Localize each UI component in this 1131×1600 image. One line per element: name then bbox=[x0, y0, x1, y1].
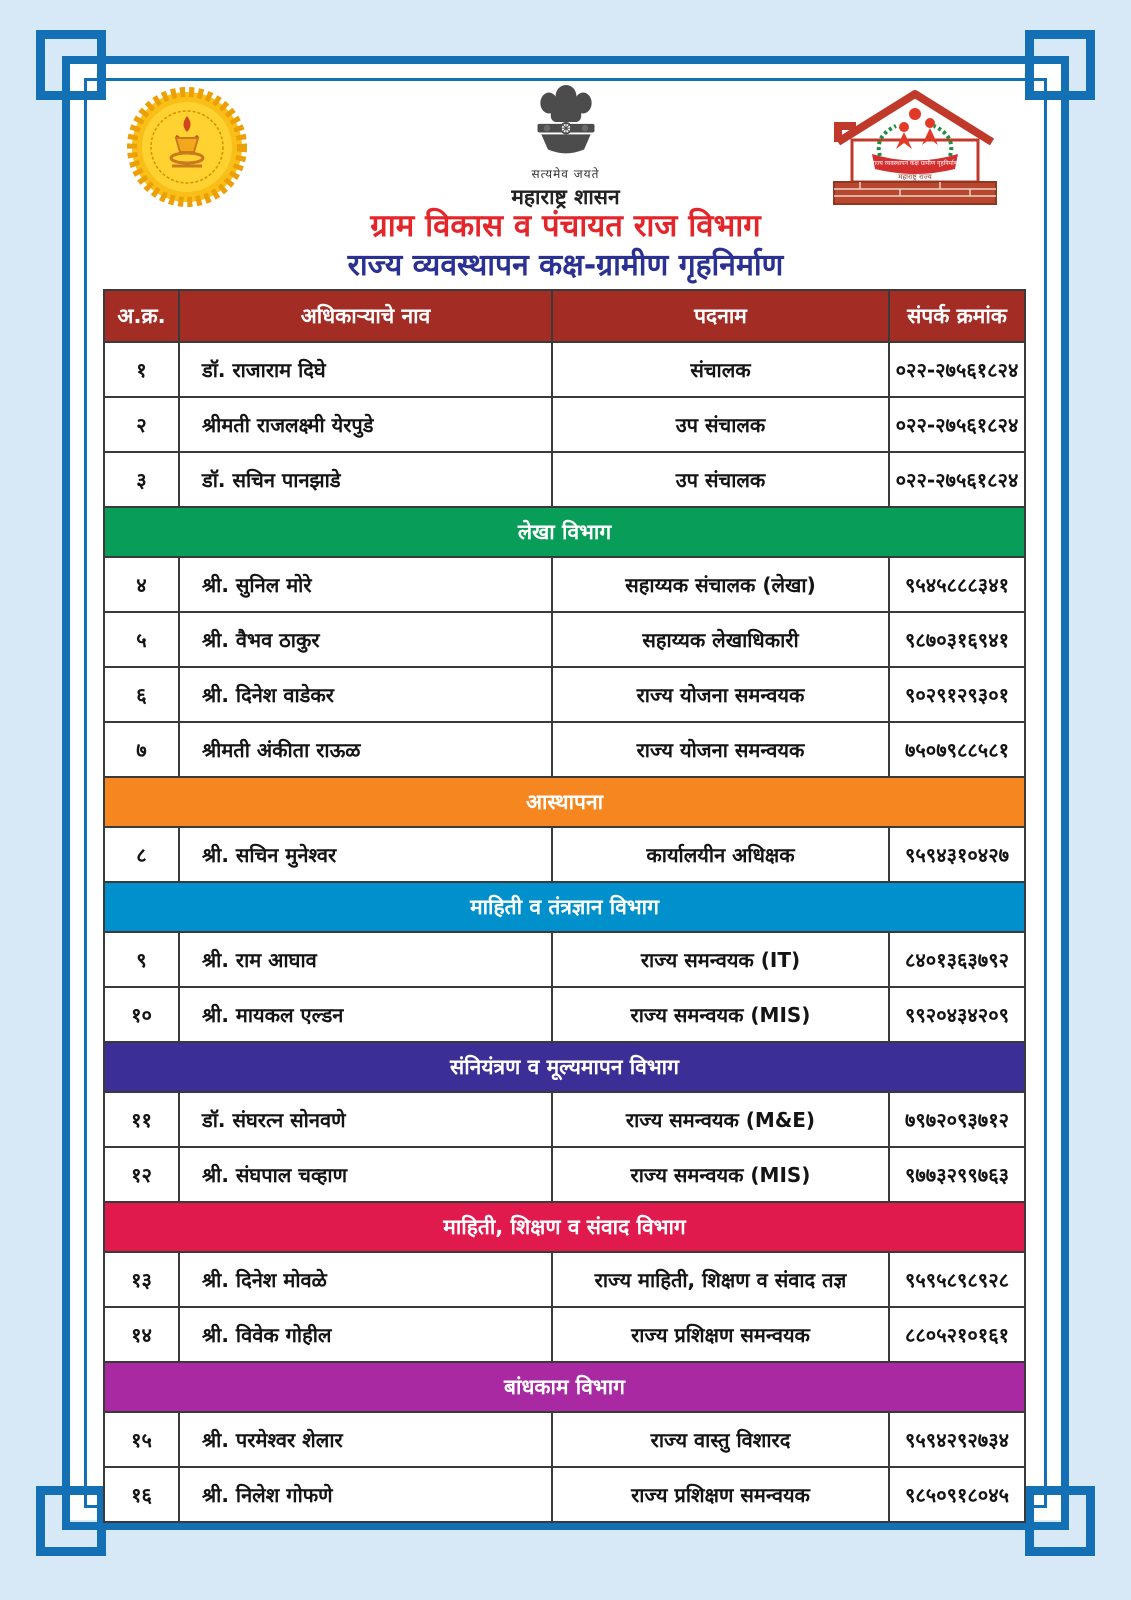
table-row bbox=[104, 397, 1025, 452]
cell-name: डॉ. राजाराम दिघे bbox=[179, 342, 552, 397]
cell-name: श्री. मायकल एल्डन bbox=[179, 987, 552, 1042]
section-row bbox=[104, 1042, 1025, 1092]
cell-designation: राज्य वास्तु विशारद bbox=[552, 1412, 889, 1467]
section-row bbox=[104, 882, 1025, 932]
cell-sr: २ bbox=[104, 397, 179, 452]
section-band-label: लेखा विभाग bbox=[104, 507, 1025, 557]
cell-name: श्री. दिनेश मोवळे bbox=[179, 1252, 552, 1307]
table-row bbox=[104, 1307, 1025, 1362]
cell-designation: उप संचालक bbox=[552, 452, 889, 507]
table-row bbox=[104, 1252, 1025, 1307]
frame-corner-ornament bbox=[1025, 1486, 1095, 1556]
section-band-label: माहिती व तंत्रज्ञान विभाग bbox=[104, 882, 1025, 932]
government-name: महाराष्ट्र शासन bbox=[511, 185, 620, 209]
cell-designation: संचालक bbox=[552, 342, 889, 397]
cell-designation: राज्य योजना समन्वयक bbox=[552, 722, 889, 777]
cell-name: श्री. निलेश गोफणे bbox=[179, 1467, 552, 1522]
cell-sr: १ bbox=[104, 342, 179, 397]
cell-phone: ९८५०९१८०४५ bbox=[889, 1467, 1025, 1522]
cell-name: श्री. विवेक गोहील bbox=[179, 1307, 552, 1362]
cell-sr: ५ bbox=[104, 612, 179, 667]
cell-name: श्री. परमेश्वर शेलार bbox=[179, 1412, 552, 1467]
cell-phone: ९५९४३१०४२७ bbox=[889, 827, 1025, 882]
cell-name: श्री. वैभव ठाकुर bbox=[179, 612, 552, 667]
cell-sr: ६ bbox=[104, 667, 179, 722]
table-row bbox=[104, 342, 1025, 397]
section-band-label: आस्थापना bbox=[104, 777, 1025, 827]
section-row bbox=[104, 507, 1025, 557]
cell-sr: ८ bbox=[104, 827, 179, 882]
cell-name: डॉ. संघरत्न सोनवणे bbox=[179, 1092, 552, 1147]
housing-ribbon-text: राज्य व्यवस्थापन कक्ष ग्रामीण गृहनिर्माण bbox=[871, 160, 959, 167]
table-row bbox=[104, 612, 1025, 667]
table-row bbox=[104, 987, 1025, 1042]
table-row bbox=[104, 452, 1025, 507]
cell-designation: राज्य माहिती, शिक्षण व संवाद तज्ञ bbox=[552, 1252, 889, 1307]
cell-sr: ४ bbox=[104, 557, 179, 612]
cell-name: श्रीमती राजलक्ष्मी येरपुडे bbox=[179, 397, 552, 452]
table-header-row bbox=[104, 290, 1025, 342]
cell-designation: राज्य समन्वयक (IT) bbox=[552, 932, 889, 987]
cell-sr: १६ bbox=[104, 1467, 179, 1522]
cell-phone: ०२२-२७५६१८२४ bbox=[889, 397, 1025, 452]
cell-designation: राज्य समन्वयक (M&E) bbox=[552, 1092, 889, 1147]
cell-phone: ८४०१३६३७९२ bbox=[889, 932, 1025, 987]
cell-phone: ८८०५२१०१६१ bbox=[889, 1307, 1025, 1362]
cell-name: श्री. दिनेश वाडेकर bbox=[179, 667, 552, 722]
frame-corner-ornament bbox=[36, 1486, 106, 1556]
cell-phone: ९७७३२९९७६३ bbox=[889, 1147, 1025, 1202]
cell-designation: उप संचालक bbox=[552, 397, 889, 452]
cell-phone: ९५४५८८८३४१ bbox=[889, 557, 1025, 612]
cell-phone: ७५०७९८८५८१ bbox=[889, 722, 1025, 777]
table-row bbox=[104, 1467, 1025, 1522]
cell-sr: ७ bbox=[104, 722, 179, 777]
cell-sr: ३ bbox=[104, 452, 179, 507]
cell-phone: ९९२०४३४२०९ bbox=[889, 987, 1025, 1042]
cell-name: श्री. सुनिल मोरे bbox=[179, 557, 552, 612]
emblem-motto: सत्यमेव जयते bbox=[531, 167, 600, 181]
cell-sr: १० bbox=[104, 987, 179, 1042]
cell-phone: ९५९४२९२७३४ bbox=[889, 1412, 1025, 1467]
section-band-label: बांधकाम विभाग bbox=[104, 1362, 1025, 1412]
cell-designation: राज्य समन्वयक (MIS) bbox=[552, 1147, 889, 1202]
cell-name: डॉ. सचिन पानझाडे bbox=[179, 452, 552, 507]
cell-name: श्री. राम आघाव bbox=[179, 932, 552, 987]
section-band-label: संनियंत्रण व मूल्यमापन विभाग bbox=[104, 1042, 1025, 1092]
section-band-label: माहिती, शिक्षण व संवाद विभाग bbox=[104, 1202, 1025, 1252]
cell-sr: १४ bbox=[104, 1307, 179, 1362]
table-row bbox=[104, 827, 1025, 882]
table-row bbox=[104, 1412, 1025, 1467]
table-row bbox=[104, 722, 1025, 777]
housing-caption-text: महाराष्ट्र राज्य bbox=[898, 173, 932, 181]
table-row bbox=[104, 667, 1025, 722]
cell-designation: कार्यालयीन अधिक्षक bbox=[552, 827, 889, 882]
cell-phone: ७९७२०९३७१२ bbox=[889, 1092, 1025, 1147]
cell-sr: १५ bbox=[104, 1412, 179, 1467]
cell-name: श्रीमती अंकीता राऊळ bbox=[179, 722, 552, 777]
cell-sr: १२ bbox=[104, 1147, 179, 1202]
cell-phone: ०२२-२७५६१८२४ bbox=[889, 452, 1025, 507]
cell-phone: ९०२९१२९३०१ bbox=[889, 667, 1025, 722]
table-row bbox=[104, 932, 1025, 987]
department-title: ग्राम विकास व पंचायत राज विभाग bbox=[370, 208, 761, 244]
rural-housing-logo-icon bbox=[820, 84, 1010, 209]
cell-phone: ९८७०३१६९४१ bbox=[889, 612, 1025, 667]
cell-phone: ०२२-२७५६१८२४ bbox=[889, 342, 1025, 397]
section-row bbox=[104, 1202, 1025, 1252]
cell-designation: राज्य प्रशिक्षण समन्वयक bbox=[552, 1467, 889, 1522]
cell-sr: ११ bbox=[104, 1092, 179, 1147]
ashoka-emblem-icon bbox=[526, 84, 606, 160]
column-header-3: संपर्क क्रमांक bbox=[889, 290, 1025, 342]
table-row bbox=[104, 557, 1025, 612]
column-header-2: पदनाम bbox=[552, 290, 889, 342]
section-row bbox=[104, 1362, 1025, 1412]
cell-name: श्री. संघपाल चव्हाण bbox=[179, 1147, 552, 1202]
cell-sr: ९ bbox=[104, 932, 179, 987]
cell-phone: ९५९५८९८९२८ bbox=[889, 1252, 1025, 1307]
cell-sr: १३ bbox=[104, 1252, 179, 1307]
cell-designation: सहाय्यक संचालक (लेखा) bbox=[552, 557, 889, 612]
cell-designation: सहाय्यक लेखाधिकारी bbox=[552, 612, 889, 667]
column-header-0: अ.क्र. bbox=[104, 290, 179, 342]
table-row bbox=[104, 1147, 1025, 1202]
cell-designation: राज्य प्रशिक्षण समन्वयक bbox=[552, 1307, 889, 1362]
table-row bbox=[104, 1092, 1025, 1147]
cell-designation: राज्य योजना समन्वयक bbox=[552, 667, 889, 722]
cell-designation: राज्य समन्वयक (MIS) bbox=[552, 987, 889, 1042]
column-header-1: अधिकाऱ्याचे नाव bbox=[179, 290, 552, 342]
section-row bbox=[104, 777, 1025, 827]
officer-contact-table bbox=[103, 289, 1026, 1523]
page-subtitle: राज्य व्यवस्थापन कक्ष-ग्रामीण गृहनिर्माण bbox=[347, 248, 784, 283]
cell-name: श्री. सचिन मुनेश्वर bbox=[179, 827, 552, 882]
